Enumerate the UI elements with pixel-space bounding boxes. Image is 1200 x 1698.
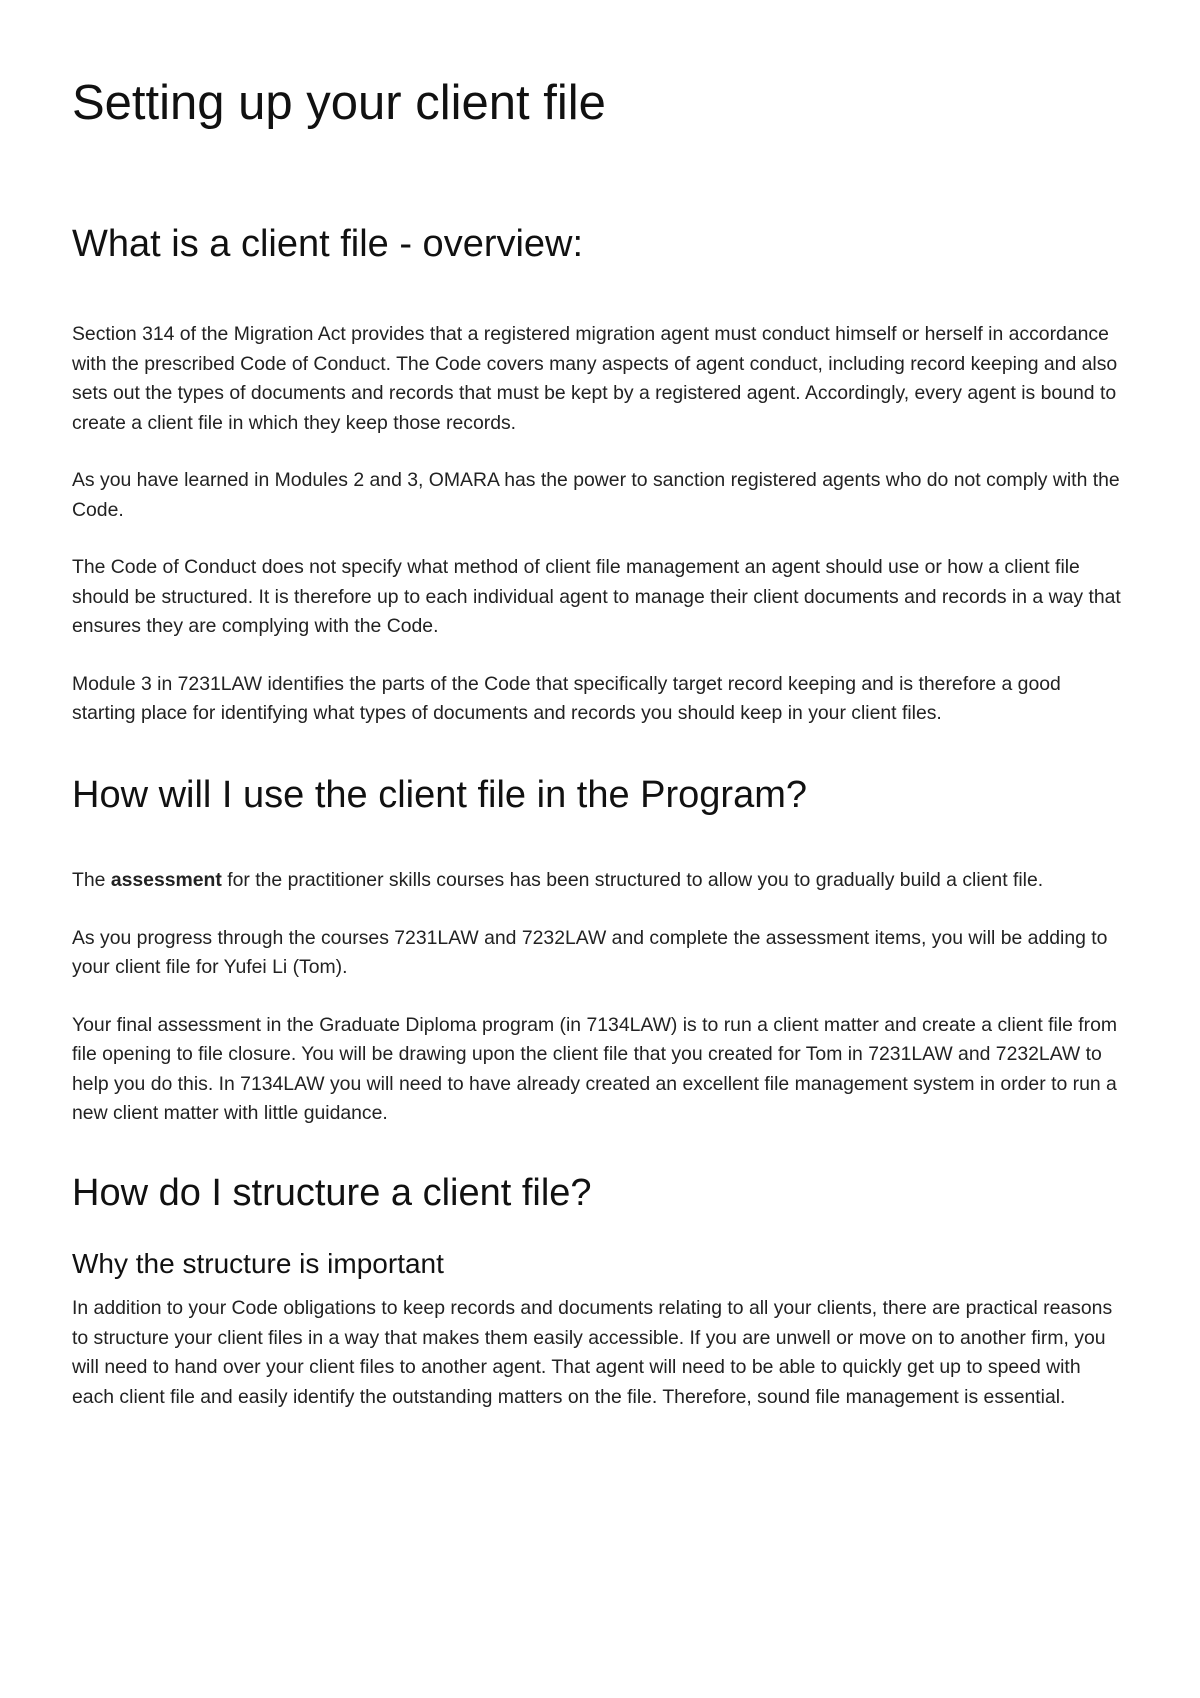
paragraph-assessment: [72, 866, 1128, 896]
subheading-why-structure: Why the structure is important: [72, 1247, 444, 1279]
paragraph-section-314: Section 314 of the Migration Act provides that a registered migration agent must conduct himself or herself in accordance with the prescribed Code of Conduct. The Code covers many aspects of agent conduct, including record keeping and also sets out the types of documents and records that must be kept by a registered agent. Accordingly, every agent is bound to create a client file in which they keep those records.: [72, 323, 1118, 434]
heading-use-client-file: How will I use the client file in the Program?: [72, 773, 807, 816]
paragraph-code-method: The Code of Conduct does not specify what method of client file management an agent should use or how a client file should be structured. It is therefore up to each individual agent to manage their client documents and records in a way that ensures they are complying with the Code.: [72, 556, 1121, 638]
document-title: Setting up your client file: [72, 76, 606, 130]
paragraph-omara-sanction: As you have learned in Modules 2 and 3, OMARA has the power to sanction registered agents who do not comply with the Code.: [72, 469, 1120, 521]
paragraph-final-assessment: Your final assessment in the Graduate Diploma program (in 7134LAW) is to run a client matter and create a client file from file opening to file closure. You will be drawing upon the client file that you created for Tom in 7231LAW and 7232LAW to help you do this. In 7134LAW you will need to have already created an excellent file management system in order to run a new client matter with little guidance.: [72, 1013, 1118, 1125]
heading-structure-client-file: How do I structure a client file?: [72, 1171, 592, 1214]
paragraph-practical-reasons: In addition to your Code obligations to keep records and documents relating to all your clients, there are practical reasons to structure your client files in a way that makes them easily accessible. If you are unwell or move on to another firm, you will need to hand over your client files to another agent. That agent will need to be able to quickly get up to speed with each client file and easily identify the outstanding matters on the file. Therefore, sound file management is essential.: [72, 1297, 1113, 1408]
heading-client-file-overview: What is a client file - overview:: [72, 222, 584, 265]
assessment-suffix-text: for the practitioner skills courses has been structured to allow you to gradually build a client file.: [221, 869, 1044, 892]
paragraph-module-3: Module 3 in 7231LAW identifies the parts of the Code that specifically target record keeping and is therefore a good starting place for identifying what types of documents and records you should keep in your client files.: [72, 672, 1061, 725]
assessment-bold-text: assessment: [110, 869, 222, 892]
assessment-prefix-text: The: [72, 869, 111, 892]
paragraph-course-progress: As you progress through the courses 7231LAW and 7232LAW and complete the assessment items, you will be adding to your client file for Yufei Li (Tom).: [72, 926, 1108, 979]
